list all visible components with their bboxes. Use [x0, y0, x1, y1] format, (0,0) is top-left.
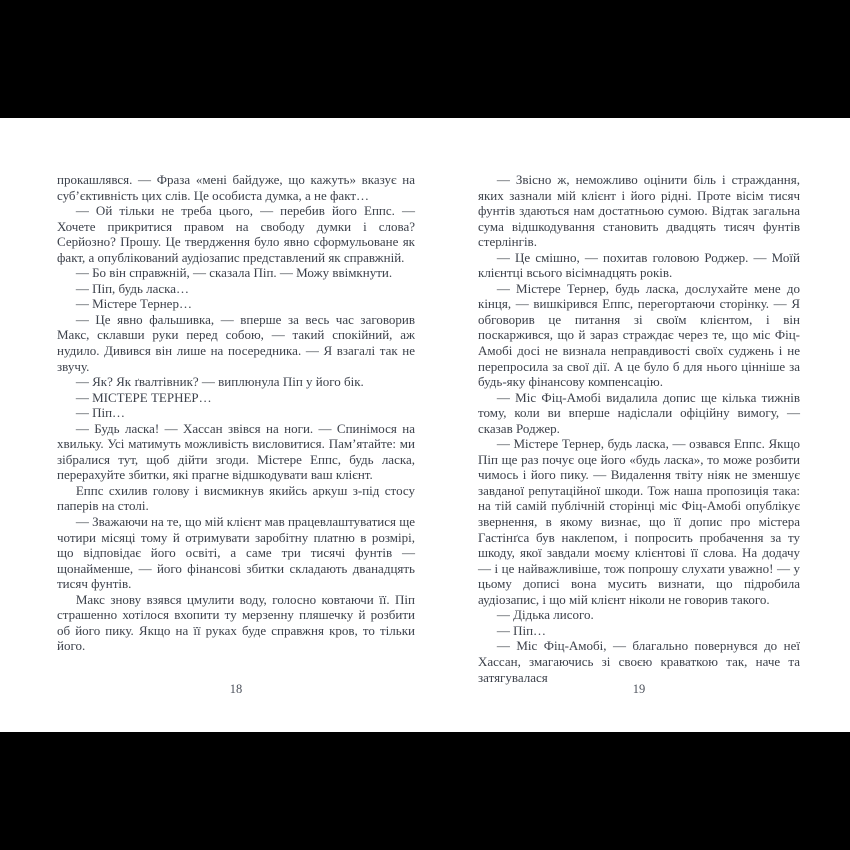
paragraph: — Піп…	[496, 622, 547, 638]
paragraph: — Піп, будь ласка…	[75, 280, 190, 296]
paragraph: — Міс Фіц-Амобі, — благально повернувся до неї Хассан, змагаючись зі своєю краваткою так, наче та затягувалася	[478, 638, 800, 685]
paragraph: Еппс схилив голову і висмикнув якийсь аркуш з-під стосу паперів на столі.	[57, 482, 415, 514]
letterbox-bottom	[0, 732, 850, 850]
paragraph: — Дідька лисого.	[496, 607, 594, 623]
book-page-left	[57, 118, 415, 732]
paragraph: Макс знову взявся цмулити воду, голосно ковтаючи її. Піп страшенно хотілося вхопити ту мерзенну пляшечку й розбити об його пику. Якщо на її руках буде справжня кров, то тільки його.	[57, 591, 415, 654]
paragraph: — Як? Як ґвалтівник? — виплюнула Піп у його бік.	[75, 374, 364, 390]
paragraph: — Бо він справжній, — сказала Піп. — Можу ввімкнути.	[75, 265, 393, 281]
book-page-right	[478, 118, 800, 732]
paragraph: — Звісно ж, неможливо оцінити біль і страждання, яких зазнали мій клієнт і його рідні. Проте вісім тисяч фунтів здаються нам достатньою сумою. Відтак загальна сума відшкодування становить двадцять тисяч фунтів стерлінгів.	[478, 172, 800, 250]
paragraph: — МІСТЕРЕ ТЕРНЕР…	[75, 389, 212, 405]
book-spread	[0, 118, 850, 732]
paragraph: — Містере Тернер…	[75, 296, 192, 312]
page-left-text	[57, 172, 415, 654]
page-left-number: 18	[229, 682, 243, 696]
paragraph: прокашлявся. — Фраза «мені байдуже, що кажуть» вказує на суб’єктивність цих слів. Це особиста думка, а не факт…	[57, 172, 415, 203]
letterbox-top	[0, 0, 850, 118]
paragraph: — Міс Фіц-Амобі видалила допис ще кілька тижнів тому, коли ви вперше надіслали офіційну вимогу, — сказав Роджер.	[478, 389, 800, 436]
paragraph: — Це явно фальшивка, — вперше за весь час заговорив Макс, склавши руки перед собою, — такий спокійний, аж нудило. Дивився він лише на посередника. — Я взагалі так не звучу.	[57, 311, 415, 374]
paragraph: — Зважаючи на те, що мій клієнт мав працевлаштуватися ще чотири місяці тому й отримувати заробітну платню в розмірі, що відповідає його освіті, а саме три тисячі фунтів — щонайменше, — його фінансові збитки складають дванадцять тисяч фунтів.	[57, 514, 415, 592]
paragraph: — Піп…	[75, 405, 126, 421]
paragraph: — Ой тільки не треба цього, — перебив його Еппс. — Хочете прикритися правом на свободу думки і слова? Серйозно? Прошу. Це твердження було явно сформульоване як факт, а опублікований аудіозапис представлений як справжній.	[57, 203, 415, 265]
paragraph: — Містере Тернер, будь ласка, дослухайте мене до кінця, — вишкірився Еппс, перегортаючи сторінку. — Я обговорив це питання зі своїм клієнтом, і він поскаржився, що й зараз страждає через те, що міс Фіц-Амобі досі не визнала неправдивості своїх суджень і не перепросила за свої дії. А це було б для нього цінніше за будь-яку фінансову компенсацію.	[478, 280, 800, 390]
page-right-text	[478, 172, 800, 685]
paragraph: — Містере Тернер, будь ласка, — озвався Еппс. Якщо Піп ще раз почує оце його «будь ласка», то може розбити чимось і його пику. — Видалення твіту ніяк не зменшує завданої репутаційної шкоди. Тож наша пропозиція така: на тій самій публічній сторінці міс Фіц-Амобі опублікує звернення, в якому визнає, що її допис про містера Гастінґса був наклепом, і попросить пробачення за ту шкоду, якої завдали моєму клієнтові її слова. На додачу — і це найважливіше, тож попрошу слухати уважно! — у цьому дописі вона мусить визнати, що підробила аудіозапис, і що мій клієнт ніколи не говорив такого.	[478, 436, 800, 607]
page-right-number: 19	[632, 682, 646, 696]
paragraph: — Будь ласка! — Хассан звівся на ноги. — Спинімося на хвильку. Усі матимуть можливість висловитися. Пам’ятайте: ми зібралися тут, щоб дійти згоди. Містере Еппс, будь ласка, перерахуйте збитки, які прагне відшкодувати ваш клієнт.	[57, 420, 415, 483]
paragraph: — Це смішно, — похитав головою Роджер. — Моїй клієнтці всього вісімнадцять років.	[478, 249, 800, 281]
